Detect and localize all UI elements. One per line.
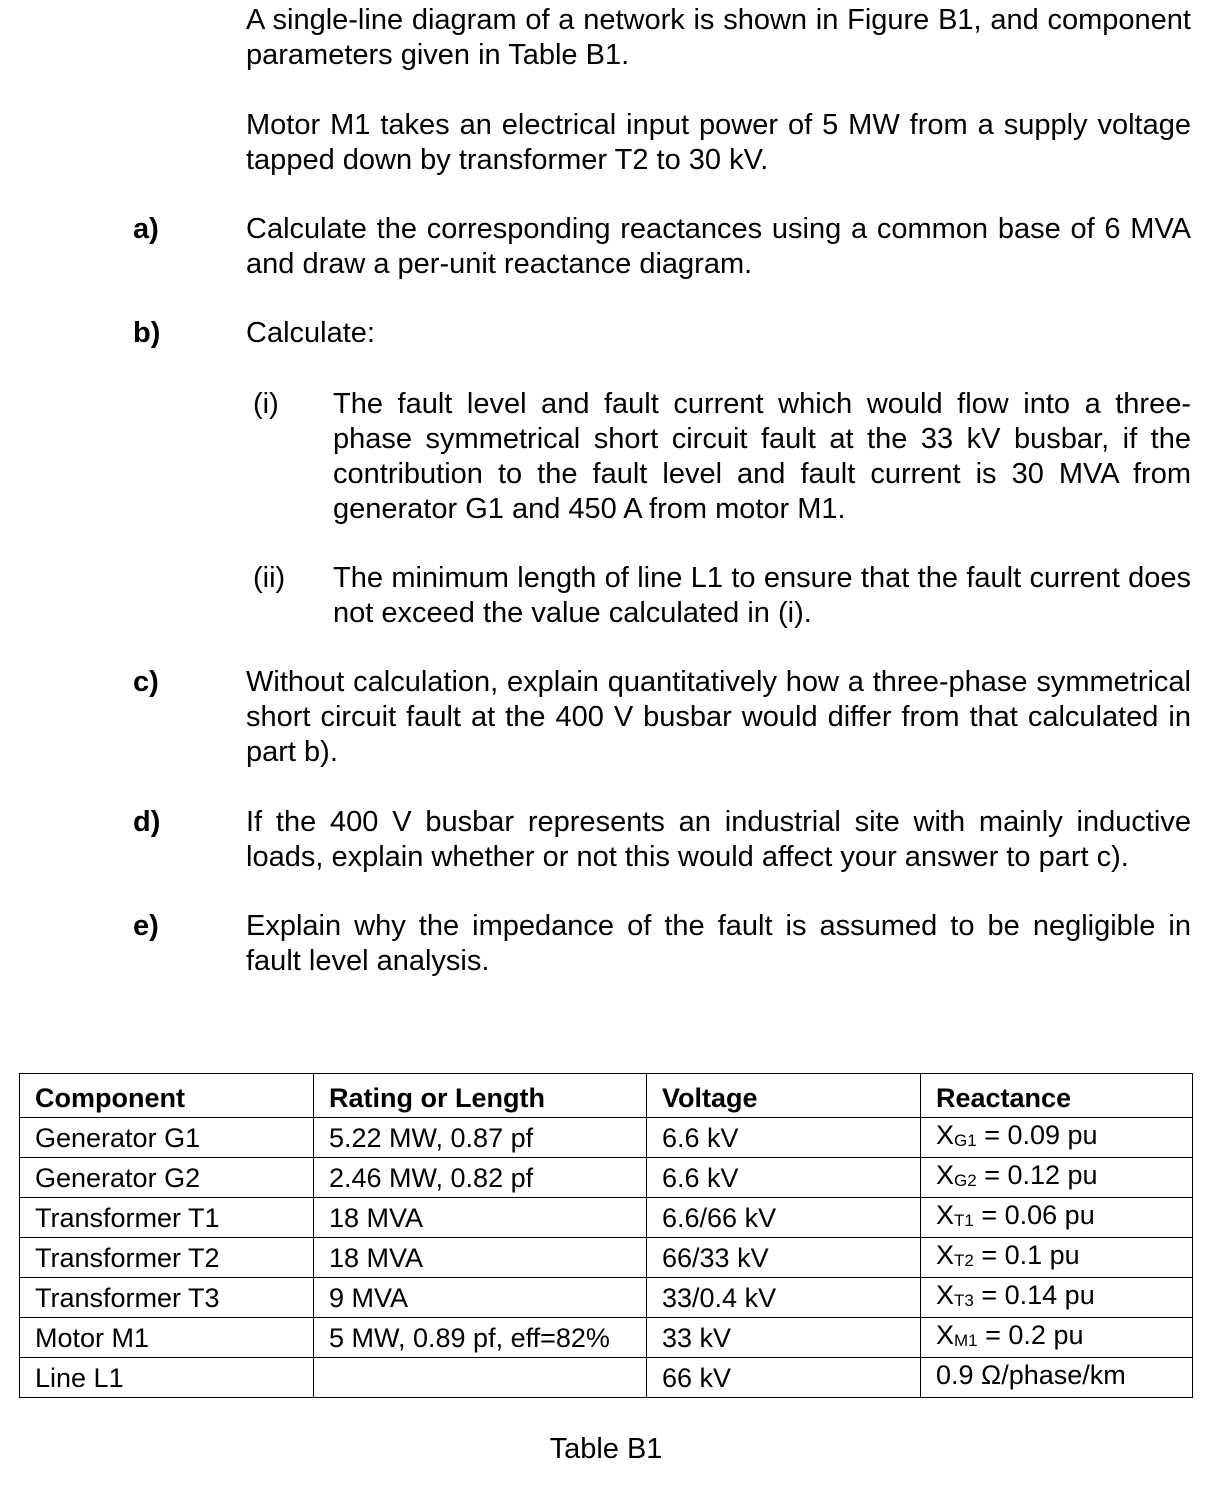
reactance-symbol: X (936, 1319, 955, 1350)
cell-component: Transformer T2 (20, 1238, 314, 1278)
question-a-label: a) (133, 213, 159, 245)
reactance-subscript: T2 (954, 1250, 974, 1270)
question-b-label: b) (133, 317, 161, 349)
question-b-i-label: (i) (253, 388, 279, 420)
cell-component: Line L1 (20, 1358, 314, 1398)
table-row (20, 1238, 1193, 1278)
question-b-ii-label: (ii) (253, 562, 286, 594)
table-row (20, 1278, 1193, 1318)
question-e-label: e) (133, 910, 159, 942)
cell-voltage: 33 kV (647, 1318, 921, 1358)
table-header-row (20, 1074, 1193, 1118)
reactance-subscript: M1 (954, 1330, 978, 1350)
cell-rating: 2.46 MW, 0.82 pf (314, 1158, 647, 1198)
reactance-value: = 0.1 pu (973, 1239, 1080, 1270)
cell-reactance (921, 1198, 1193, 1238)
cell-component: Generator G2 (20, 1158, 314, 1198)
table-row (20, 1318, 1193, 1358)
cell-reactance (921, 1358, 1193, 1398)
reactance-subscript: T1 (954, 1210, 974, 1230)
header-component: Component (20, 1074, 314, 1118)
cell-component: Generator G1 (20, 1118, 314, 1158)
cell-voltage: 66 kV (647, 1358, 921, 1398)
question-b-text: Calculate: (246, 317, 375, 349)
question-d-label: d) (133, 806, 161, 838)
cell-reactance (921, 1158, 1193, 1198)
reactance-value: = 0.2 pu (977, 1319, 1084, 1350)
cell-reactance (921, 1278, 1193, 1318)
table-row (20, 1358, 1193, 1398)
cell-voltage: 6.6/66 kV (647, 1198, 921, 1238)
cell-rating: 5 MW, 0.89 pf, eff=82% (314, 1318, 647, 1358)
question-c-text: Without calculation, explain quantitatively how a three-phase symmetrical short circuit fault at the 400 V busbar would differ from that calculated in part b). (246, 666, 1191, 768)
cell-rating: 9 MVA (314, 1278, 647, 1318)
reactance-symbol: X (936, 1159, 955, 1190)
cell-reactance (921, 1118, 1193, 1158)
table-row (20, 1158, 1193, 1198)
cell-reactance (921, 1318, 1193, 1358)
reactance-symbol: X (936, 1119, 955, 1150)
cell-voltage: 66/33 kV (647, 1238, 921, 1278)
table-row (20, 1198, 1193, 1238)
cell-reactance (921, 1238, 1193, 1278)
reactance-value: = 0.09 pu (976, 1119, 1098, 1150)
question-d-text: If the 400 V busbar represents an industrial site with mainly inductive loads, explain whether or not this would affect your answer to part c). (246, 806, 1191, 873)
question-b-ii-text: The minimum length of line L1 to ensure that the fault current does not exceed the value calculated in (i). (333, 562, 1191, 629)
header-reactance: Reactance (921, 1074, 1193, 1118)
question-b-i-text: The fault level and fault current which would flow into a three-phase symmetrical short circuit fault at the 33 kV busbar, if the contribution to the fault level and fault current is 30 MVA from generator G1 and 450 A from motor M1. (333, 388, 1191, 525)
cell-rating: 18 MVA (314, 1238, 647, 1278)
reactance-value: = 0.06 pu (973, 1199, 1095, 1230)
table-caption-text: Table B1 (549, 1433, 663, 1465)
reactance-symbol: X (936, 1199, 955, 1230)
cell-rating: 18 MVA (314, 1198, 647, 1238)
cell-voltage: 6.6 kV (647, 1158, 921, 1198)
cell-component: Motor M1 (20, 1318, 314, 1358)
cell-voltage: 6.6 kV (647, 1118, 921, 1158)
reactance-symbol: X (936, 1239, 955, 1270)
table-row (20, 1118, 1193, 1158)
header-voltage: Voltage (647, 1074, 921, 1118)
intro-paragraph-2: Motor M1 takes an electrical input power of 5 MW from a supply voltage tapped down by transformer T2 to 30 kV. (246, 109, 1191, 176)
reactance-value: = 0.12 pu (976, 1159, 1098, 1190)
intro-paragraph-1: A single-line diagram of a network is shown in Figure B1, and component parameters given in Table B1. (246, 4, 1191, 71)
reactance-value: = 0.14 pu (973, 1279, 1095, 1310)
cell-rating (314, 1358, 647, 1398)
cell-rating: 5.22 MW, 0.87 pf (314, 1118, 647, 1158)
question-c-label: c) (133, 666, 159, 698)
reactance-subscript: G1 (954, 1130, 977, 1150)
header-rating: Rating or Length (314, 1074, 647, 1118)
reactance-symbol: X (936, 1279, 955, 1310)
question-a-text: Calculate the corresponding reactances using a common base of 6 MVA and draw a per-unit reactance diagram. (246, 213, 1191, 280)
cell-voltage: 33/0.4 kV (647, 1278, 921, 1318)
table-caption (0, 1432, 1208, 1467)
reactance-subscript: T3 (954, 1290, 974, 1310)
question-e-text: Explain why the impedance of the fault is assumed to be negligible in fault level analysis. (246, 910, 1191, 977)
parameter-table (19, 1073, 1193, 1398)
reactance-subscript: G2 (954, 1170, 977, 1190)
cell-component: Transformer T3 (20, 1278, 314, 1318)
reactance-symbol: 0.9 Ω/phase/km (936, 1359, 1126, 1390)
cell-component: Transformer T1 (20, 1198, 314, 1238)
